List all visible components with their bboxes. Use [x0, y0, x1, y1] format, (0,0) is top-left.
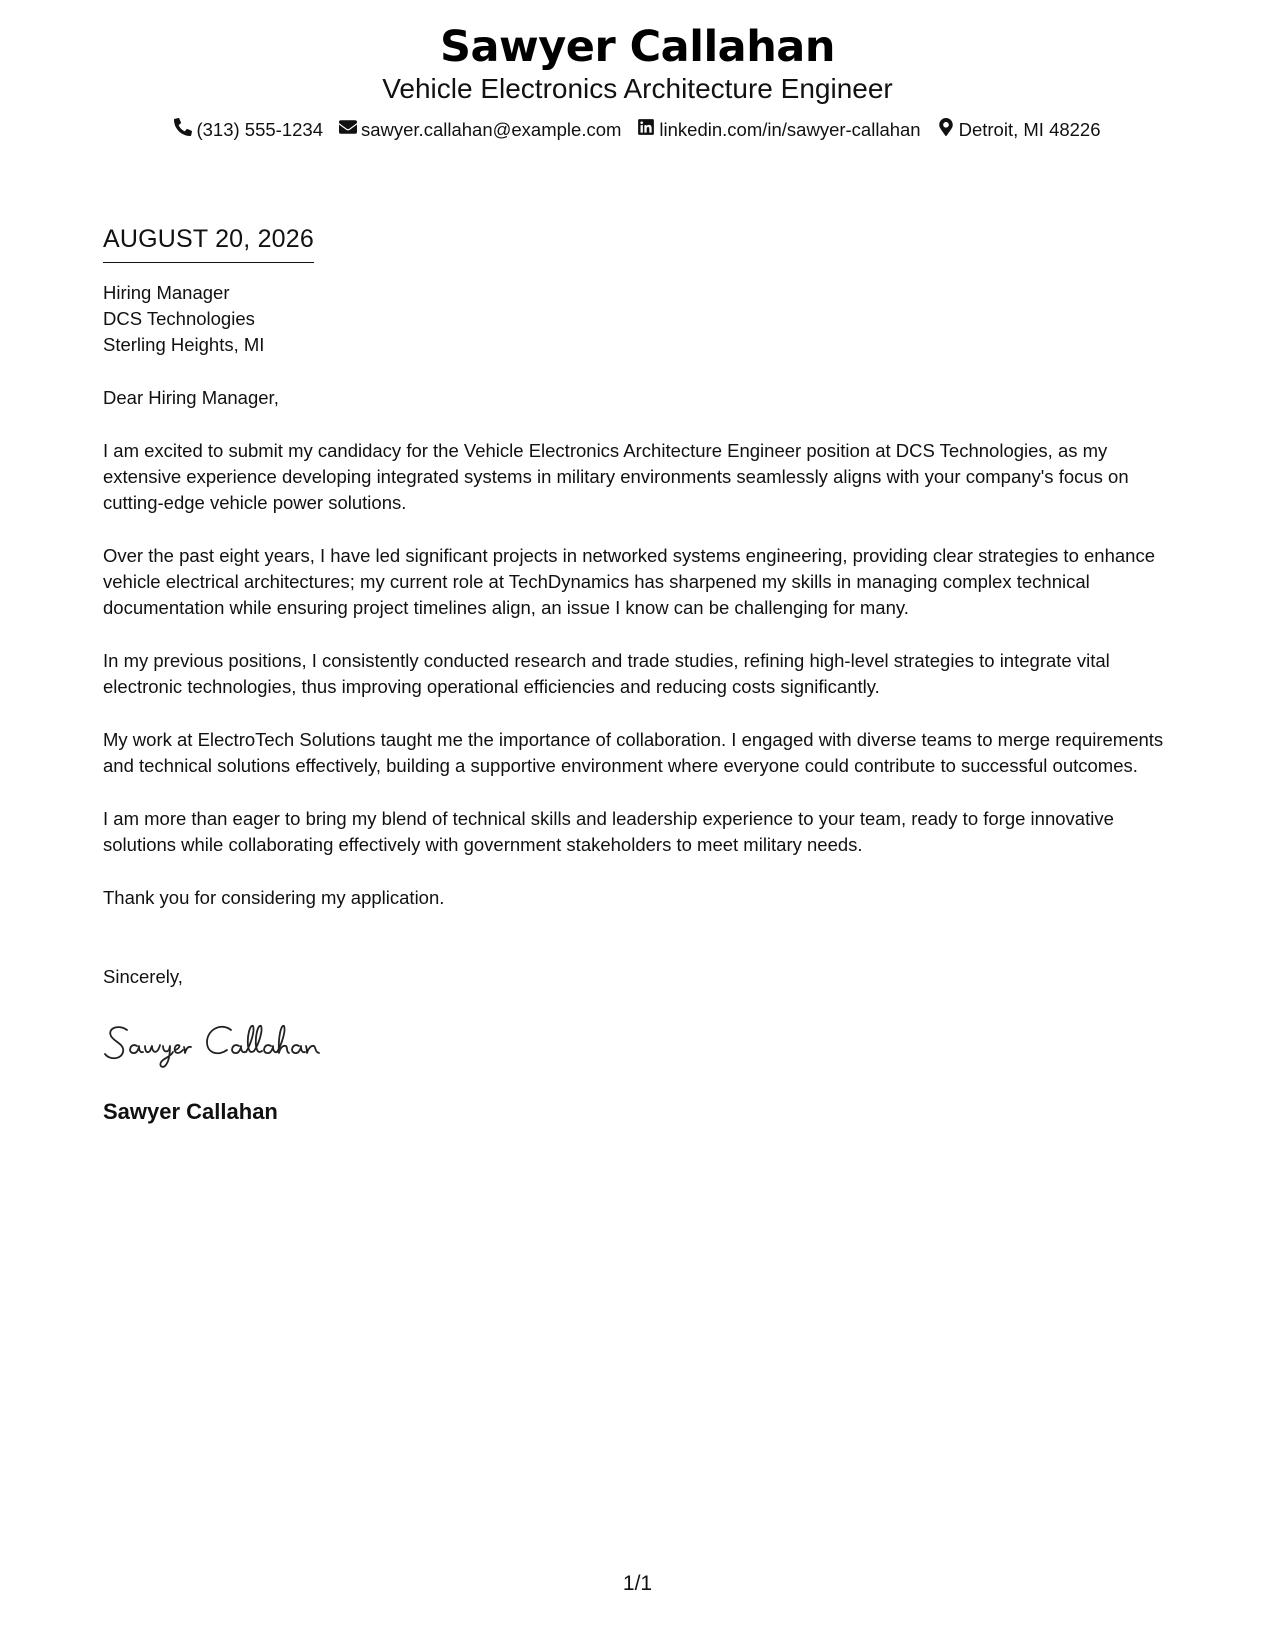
map-marker-icon — [937, 118, 955, 142]
applicant-title: Vehicle Electronics Architecture Engineer — [382, 73, 893, 104]
recipient-line: Sterling Heights, MI — [103, 334, 265, 355]
linkedin-text: linkedin.com/in/sawyer-callahan — [659, 119, 921, 140]
recipient-line: Hiring Manager — [103, 282, 230, 303]
phone-text: (313) 555-1234 — [196, 119, 323, 140]
signer-name: Sawyer Callahan — [103, 1099, 278, 1124]
body-paragraph: I am more than eager to bring my blend of technical skills and leadership experience to your team, ready to forge innovative solutions while collaborating effectively with government stakeholders to meet military needs. — [103, 808, 1114, 855]
phone-icon — [174, 118, 192, 142]
envelope-icon — [339, 118, 357, 142]
body-paragraph: Over the past eight years, I have led significant projects in networked systems engineering, providing clear strategies to enhance vehicle electrical architectures; my current role at TechDynamics has sharpened my skills in managing complex technical documentation while ensuring project timelines align, an issue I know can be challenging for many. — [103, 545, 1155, 618]
contact-phone — [174, 118, 323, 142]
body-paragraph: Thank you for considering my application. — [103, 887, 445, 908]
location-text: Detroit, MI 48226 — [958, 119, 1101, 140]
letter-body — [103, 222, 1183, 1126]
letter-date: AUGUST 20, 2026 — [103, 222, 314, 263]
contact-email — [339, 118, 621, 142]
page-number: 1/1 — [622, 1572, 653, 1595]
contact-linkedin — [637, 118, 920, 142]
salutation: Dear Hiring Manager, — [103, 387, 279, 408]
recipient-line: DCS Technologies — [103, 308, 255, 329]
body-paragraph: In my previous positions, I consistently conducted research and trade studies, refining high-level strategies to integrate vital electronic technologies, thus improving operational efficiencies and reducing costs significantly. — [103, 650, 1110, 697]
contact-bar — [0, 118, 1275, 142]
handwritten-signature — [103, 1016, 1183, 1074]
linkedin-icon — [637, 118, 655, 142]
signature-icon — [103, 1016, 363, 1074]
body-paragraph: My work at ElectroTech Solutions taught me the importance of collaboration. I engaged with diverse teams to merge requirements and technical solutions effectively, building a supportive environment where everyone could contribute to successful outcomes. — [103, 729, 1164, 776]
recipient-block — [103, 280, 1183, 358]
closing: Sincerely, — [103, 966, 183, 987]
letter-header — [0, 20, 1275, 142]
email-text: sawyer.callahan@example.com — [360, 119, 622, 140]
contact-location — [937, 118, 1101, 142]
applicant-name: Sawyer Callahan — [440, 22, 835, 72]
body-paragraph: I am excited to submit my candidacy for the Vehicle Electronics Architecture Engineer position at DCS Technologies, as my extensive experience developing integrated systems in military environments seamlessly aligns with your company's focus on cutting-edge vehicle power solutions. — [103, 440, 1129, 513]
